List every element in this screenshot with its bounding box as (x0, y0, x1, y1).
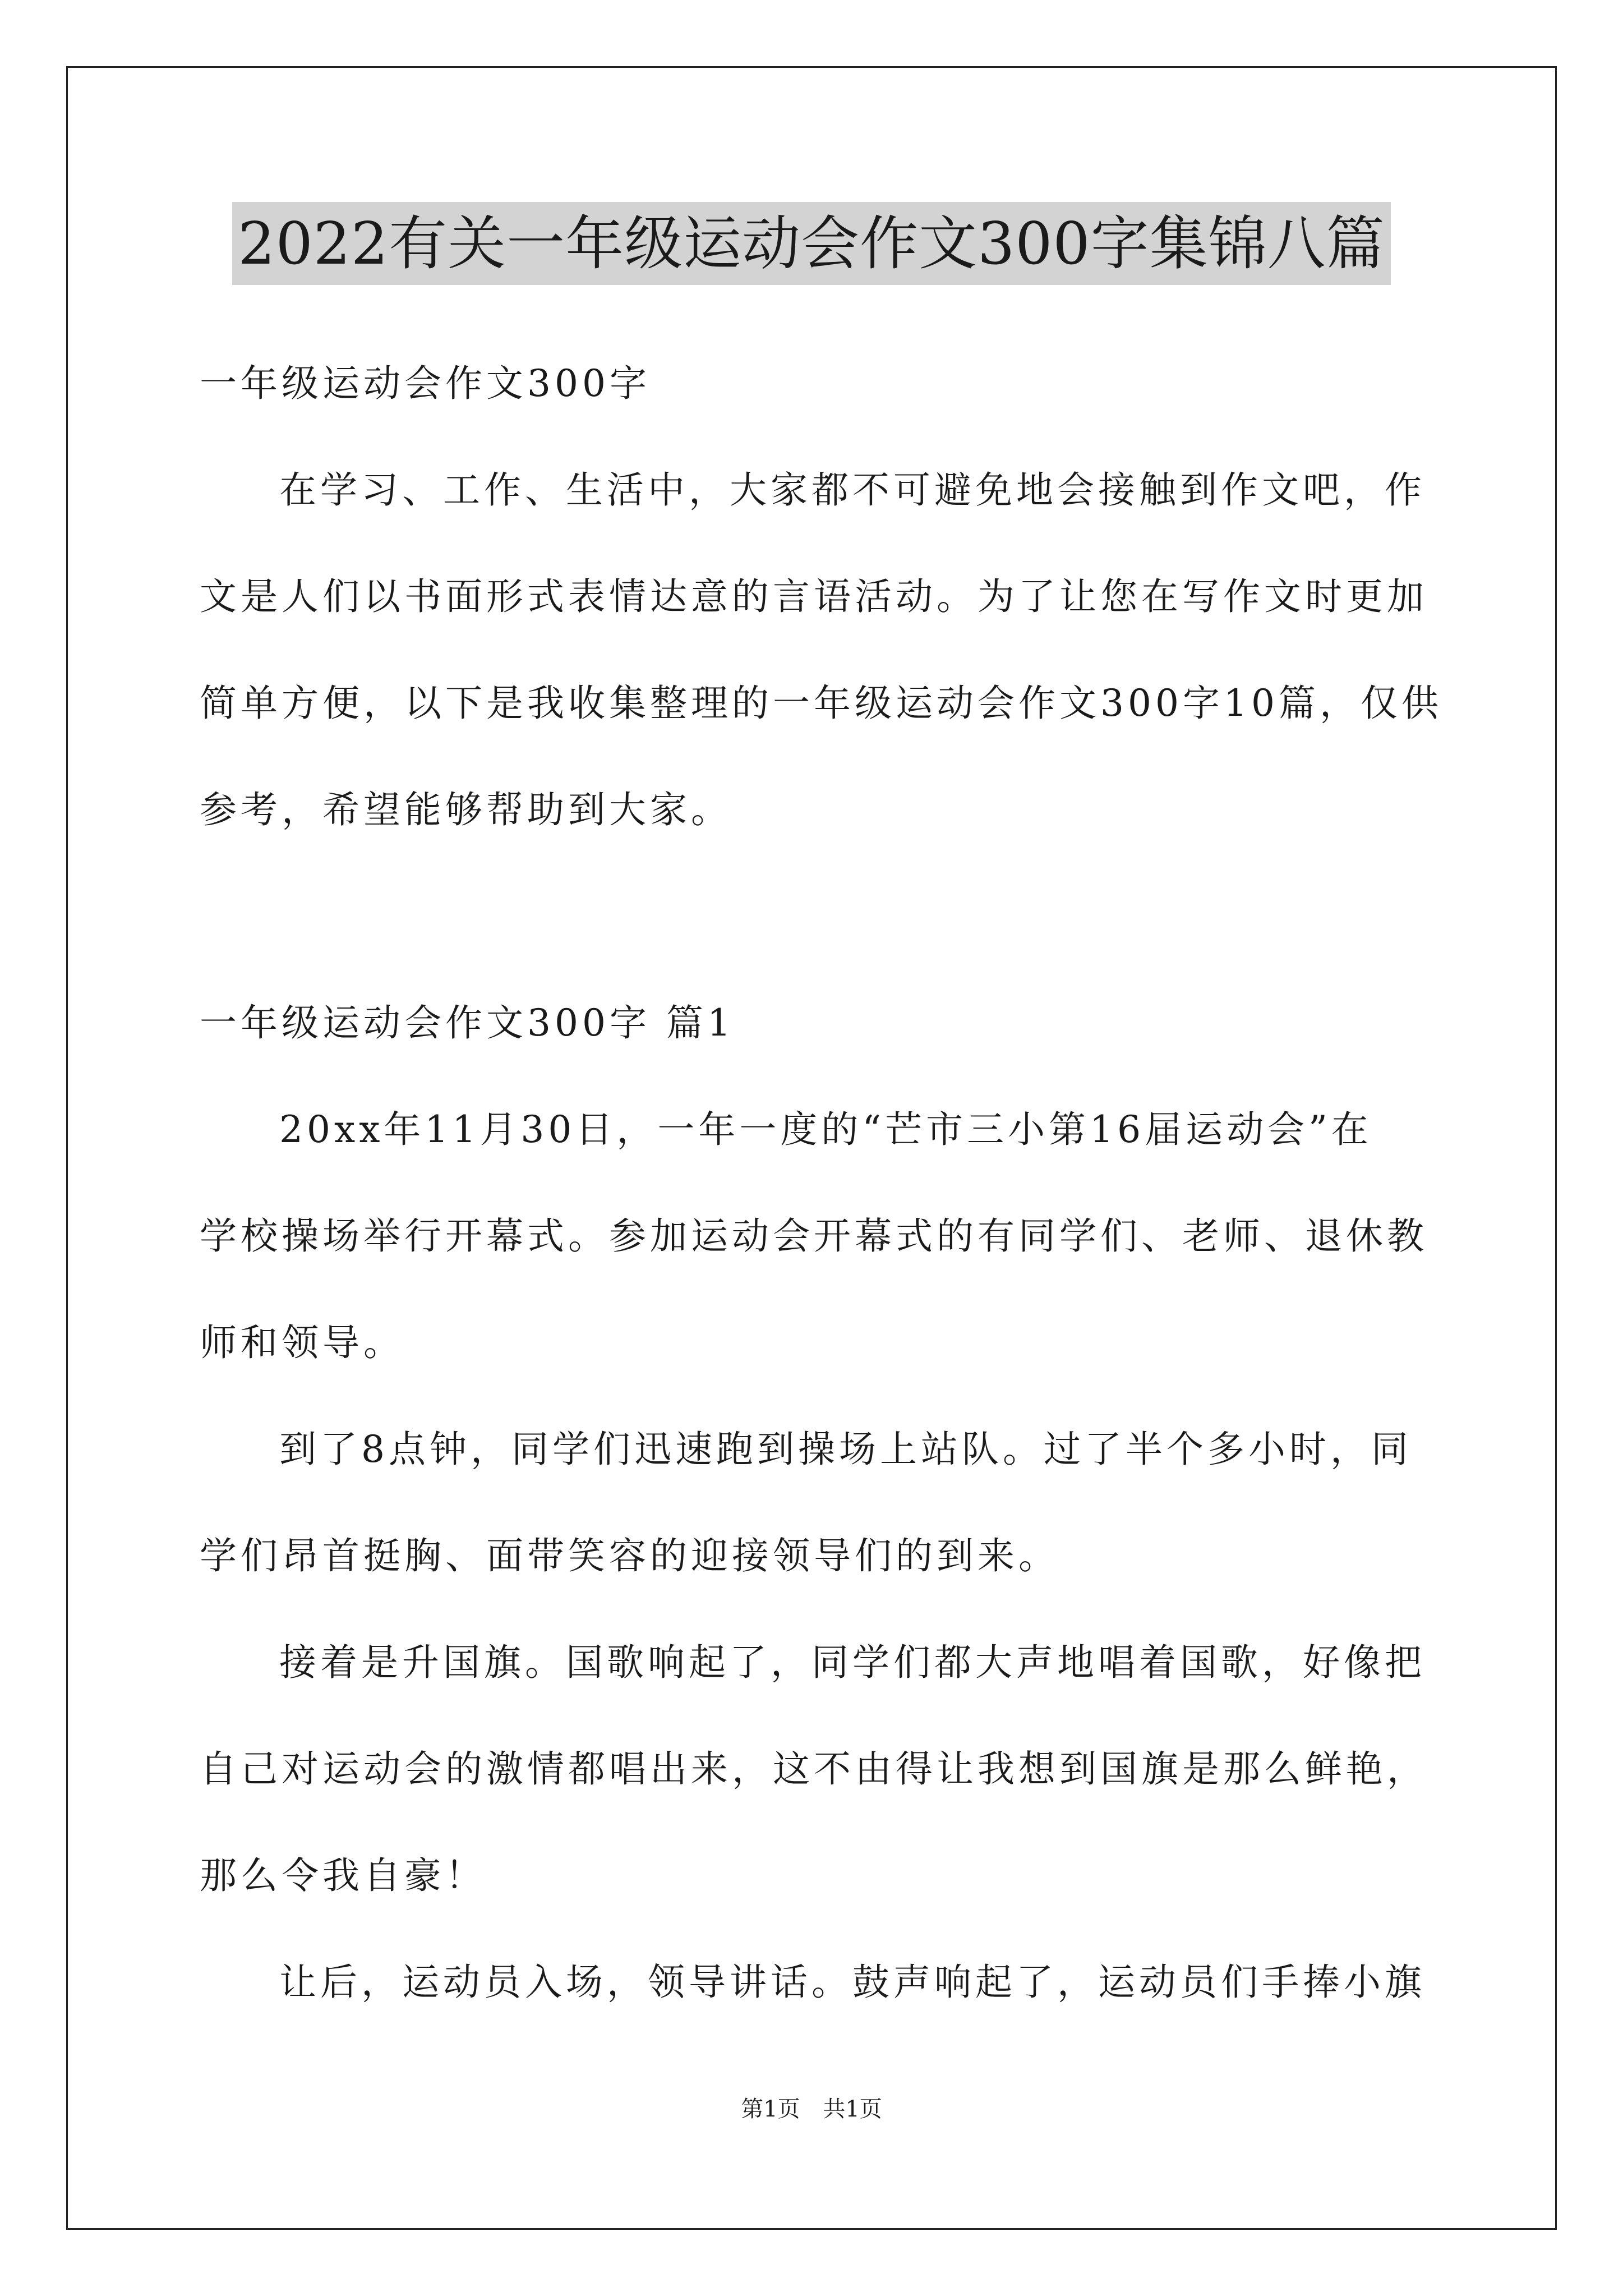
paragraph-line: 那么令我自豪！ (200, 1854, 486, 1897)
page-number: 第1页 (741, 2096, 800, 2122)
paragraph-line: 到了8点钟，同学们迅速跑到操场上站队。过了半个多小时，同 (279, 1428, 1412, 1471)
paragraph-line: 师和领导。 (200, 1321, 404, 1364)
section-heading: 一年级运动会作文300字 篇1 (200, 1001, 735, 1045)
paragraph-line: 学校操场举行开幕式。参加运动会开幕式的有同学们、老师、退休教 (200, 1214, 1428, 1258)
paragraph-line: 简单方便，以下是我收集整理的一年级运动会作文300字10篇，仅供 (200, 682, 1442, 725)
paragraph-line: 文是人们以书面形式表情达意的言语活动。为了让您在写作文时更加 (200, 575, 1428, 618)
paragraph-line: 学们昂首挺胸、面带笑容的迎接领导们的到来。 (200, 1534, 1059, 1577)
paragraph-line: 20xx年11月30日，一年一度的“芒市三小第16届运动会”在 (279, 1108, 1372, 1151)
section-heading: 一年级运动会作文300字 (200, 362, 651, 405)
paragraph-line: 自己对运动会的激情都唱出来，这不由得让我想到国旗是那么鲜艳， (200, 1747, 1428, 1791)
paragraph-line: 在学习、工作、生活中，大家都不可避免地会接触到作文吧，作 (279, 468, 1426, 512)
page-total: 共1页 (823, 2096, 882, 2122)
paragraph-line: 参考，希望能够帮助到大家。 (200, 788, 732, 831)
paragraph-line: 接着是升国旗。国歌响起了，同学们都大声地唱着国歌，好像把 (279, 1641, 1426, 1684)
page-footer (0, 2093, 1623, 2125)
title-wrap (0, 202, 1623, 285)
paragraph-line: 让后，运动员入场，领导讲话。鼓声响起了，运动员们手捧小旗 (279, 1961, 1426, 2004)
document-title: 2022有关一年级运动会作文300字集锦八篇 (232, 202, 1390, 285)
